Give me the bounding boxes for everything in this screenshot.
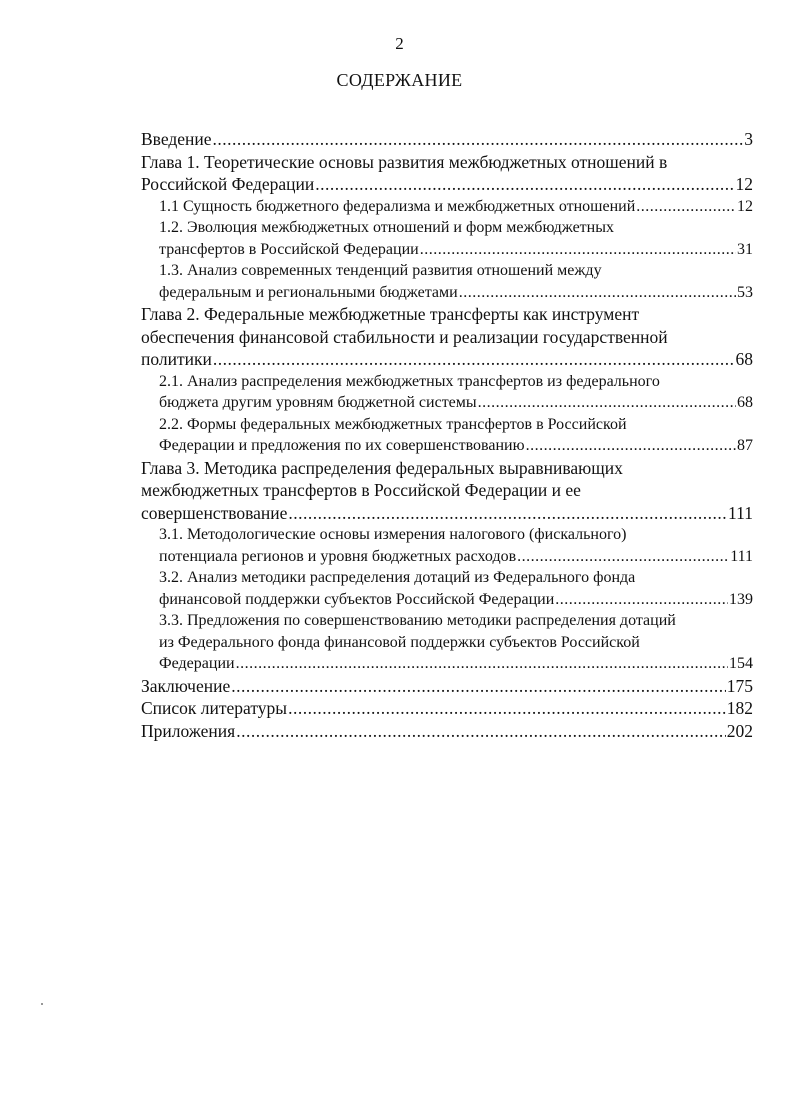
toc-page-number: 68 xyxy=(737,394,753,411)
toc-section-entry xyxy=(141,371,753,414)
dot-leader xyxy=(236,720,726,743)
toc-entry-line: 2.1. Анализ распределения межбюджетных трансфертов из федерального xyxy=(159,372,660,390)
dot-leader xyxy=(478,392,736,414)
table-of-contents xyxy=(141,128,753,742)
toc-entry-title: потенциала регионов и уровня бюджетных расходов xyxy=(159,547,517,565)
toc-entry-leader-line xyxy=(141,348,753,371)
toc-entry-leader-line xyxy=(141,675,753,698)
dot-leader xyxy=(236,653,728,675)
toc-page-number: 53 xyxy=(737,283,753,301)
toc-page-number: 12 xyxy=(735,174,753,194)
toc-chapter-entry xyxy=(141,720,753,743)
toc-page-number: 12 xyxy=(737,197,753,215)
toc-entry-line: 1.3. Анализ современных тенденций развития отношений между xyxy=(159,262,602,279)
toc-entry-line: межбюджетных трансфертов в Российской Федерации и ее xyxy=(141,480,581,500)
toc-entry-line: 3.2. Анализ методики распределения дотаций из Федерального фонда xyxy=(159,569,636,586)
toc-page-number: 31 xyxy=(737,240,753,258)
toc-section-entry xyxy=(141,260,753,303)
toc-entry-line: обеспечения финансовой стабильности и реализации государственной xyxy=(141,326,668,347)
toc-section-entry xyxy=(141,217,753,260)
toc-chapter-entry xyxy=(141,128,753,151)
toc-entry-leader-line xyxy=(159,589,753,611)
dot-leader xyxy=(517,546,729,568)
document-title: СОДЕРЖАНИЕ xyxy=(336,70,463,90)
toc-entry-title: 1.1 Сущность бюджетного федерализма и межбюджетных отношений xyxy=(159,197,636,215)
dot-leader xyxy=(231,675,726,698)
toc-entry-leader-line xyxy=(159,196,753,218)
toc-entry-title: Федерации xyxy=(159,655,235,672)
dot-leader xyxy=(315,173,734,196)
toc-entry-leader-line xyxy=(141,128,753,151)
toc-entry-title: Заключение xyxy=(141,675,231,696)
dot-leader xyxy=(459,282,736,304)
toc-entry-leader-line xyxy=(159,653,753,675)
toc-page-number: 68 xyxy=(735,349,753,369)
toc-entry-leader-line xyxy=(141,720,753,743)
dot-leader xyxy=(213,348,735,371)
toc-entry-line: 2.2. Формы федеральных межбюджетных трансфертов в Российской xyxy=(159,415,627,433)
toc-chapter-entry xyxy=(141,675,753,698)
toc-chapter-entry xyxy=(141,457,753,525)
toc-entry-leader-line xyxy=(141,502,753,525)
toc-entry-title: бюджета другим уровням бюджетной системы xyxy=(159,394,477,411)
toc-entry-title: финансовой поддержки субъектов Российской Федерации xyxy=(159,590,555,608)
toc-entry-line: Глава 1. Теоретические основы развития межбюджетных отношений в xyxy=(141,151,668,172)
toc-entry-line: 3.3. Предложения по совершенствованию методики распределения дотаций xyxy=(159,612,676,629)
toc-page-number: 139 xyxy=(729,590,753,608)
toc-chapter-entry xyxy=(141,697,753,720)
toc-entry-title: Введение xyxy=(141,129,212,149)
toc-entry-line: 3.1. Методологические основы измерения налогового (фискального) xyxy=(159,526,627,543)
toc-section-entry xyxy=(141,414,753,457)
toc-entry-leader-line xyxy=(141,173,753,196)
toc-entry-leader-line xyxy=(141,697,753,720)
toc-page-number: 175 xyxy=(726,675,753,696)
dot-leader xyxy=(420,239,736,261)
dot-leader xyxy=(288,697,726,720)
toc-entry-leader-line xyxy=(159,392,753,414)
toc-page-number: 3 xyxy=(744,129,753,149)
toc-entry-leader-line xyxy=(159,239,753,261)
toc-entry-title: федеральным и региональными бюджетами xyxy=(159,283,458,301)
toc-chapter-entry xyxy=(141,303,753,371)
toc-entry-leader-line xyxy=(159,282,753,304)
toc-entry-title: Российской Федерации xyxy=(141,174,315,194)
dot-leader xyxy=(526,435,736,457)
toc-entry-line: из Федерального фонда финансовой поддержки субъектов Российской xyxy=(159,633,640,651)
toc-entry-title: политики xyxy=(141,349,212,369)
toc-page-number: 202 xyxy=(726,720,753,741)
toc-entry-leader-line xyxy=(159,435,753,457)
toc-entry-title: Приложения xyxy=(141,720,236,741)
toc-entry-line: Глава 3. Методика распределения федеральных выравнивающих xyxy=(141,457,623,478)
toc-page-number: 111 xyxy=(730,547,753,565)
toc-entry-line: 1.2. Эволюция межбюджетных отношений и форм межбюджетных xyxy=(159,219,614,236)
scan-speck xyxy=(41,1003,43,1005)
toc-page-number: 154 xyxy=(729,655,753,672)
toc-entry-leader-line xyxy=(159,546,753,568)
toc-entry-title: Список литературы xyxy=(141,698,288,718)
toc-page-number: 87 xyxy=(737,437,753,454)
toc-section-entry xyxy=(141,610,753,675)
toc-entry-title: трансфертов в Российской Федерации xyxy=(159,240,419,258)
toc-page-number: 182 xyxy=(726,698,753,718)
toc-section-entry xyxy=(141,567,753,610)
toc-section-entry xyxy=(141,196,753,218)
toc-section-entry xyxy=(141,524,753,567)
dot-leader xyxy=(555,589,728,611)
toc-entry-title: Федерации и предложения по их совершенствованию xyxy=(159,437,525,454)
toc-entry-title: совершенствование xyxy=(141,502,288,523)
toc-chapter-entry xyxy=(141,151,753,196)
dot-leader xyxy=(288,502,727,525)
dot-leader xyxy=(213,128,744,151)
toc-page-number: 111 xyxy=(728,502,753,523)
toc-entry-line: Глава 2. Федеральные межбюджетные трансферты как инструмент xyxy=(141,304,640,324)
dot-leader xyxy=(636,196,736,218)
page-number: 2 xyxy=(395,34,404,53)
